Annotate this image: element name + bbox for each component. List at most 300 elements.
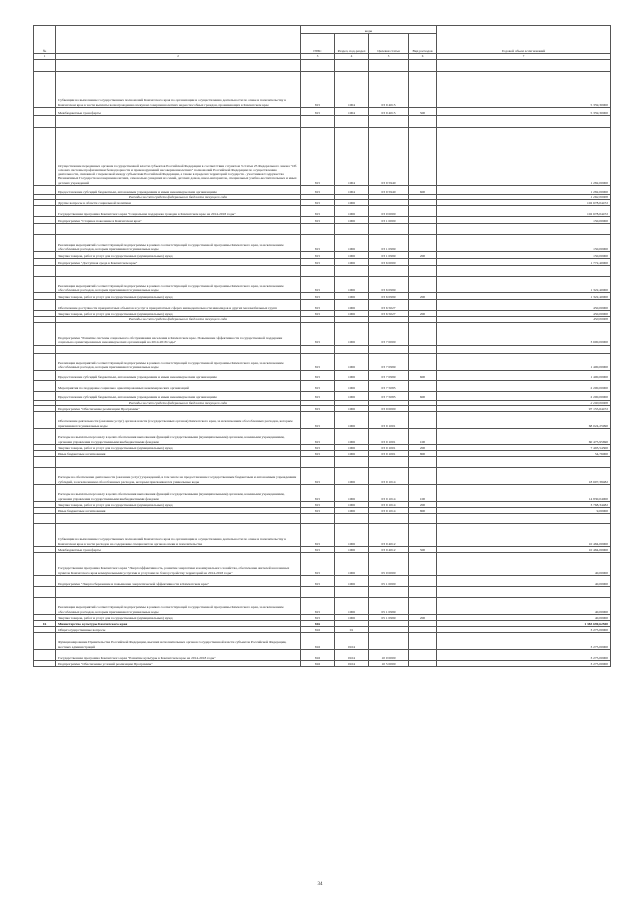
row-target-article: 03 7 0999 (369, 353, 409, 370)
row-amount: 3 275,00000 (437, 626, 611, 632)
header-codes: коды (301, 26, 437, 34)
row-amount: 2 200,00000 (437, 400, 611, 405)
row-expense-type (409, 575, 437, 586)
row-number (34, 252, 56, 259)
row-amount (437, 266, 611, 277)
row-grbs: 815 (301, 252, 335, 259)
table-row (34, 411, 611, 428)
row-razdel: 1006 (335, 507, 369, 513)
row-expense-type (409, 345, 437, 353)
row-expense-type: 200 (409, 311, 437, 317)
row-name: Субвенции на выполнение государственных полномочий Камчатского края по организации и осуществлению деятельности по опеке и попечительству в Камчатском крае в части расходов на содержание специалистов органов опеки и попечительства (56, 523, 301, 546)
row-expense-type: 200 (409, 293, 437, 300)
table-row (34, 266, 611, 277)
row-target-article: 03 6 0999 (369, 293, 409, 300)
row-target-article: 03 1 0000 (369, 217, 409, 224)
row-grbs: 815 (301, 428, 335, 444)
table-row (34, 252, 611, 259)
row-name: Министерство культуры Камчатского края (56, 620, 301, 626)
row-expense-type: 200 (409, 614, 437, 620)
row-name: Обеспечение доступности приоритетных объектов и услуг в приоритетных сферах жизнедеятельности инвалидов и других маломобильных групп (56, 300, 301, 311)
row-name (56, 224, 301, 235)
row-name: Расходы на выплаты персоналу в целях обеспечения выполнения функций государственными (муниципальными) органами, казенными учреждениями, органами управления государственными внебюджетными фондами (56, 484, 301, 501)
row-name: Закупка товаров, работ и услуг для государственных (муниципальных) нужд (56, 252, 301, 259)
row-number (34, 293, 56, 300)
row-razdel: 1006 (335, 252, 369, 259)
row-amount: 450,00000 (437, 311, 611, 317)
row-grbs: 815 (301, 293, 335, 300)
row-name: Государственная программа Камчатского края "Энергоэффективность, развитие энергетики и коммунального хозяйства, обеспечение жителей населенных пунктов Камчатского края коммунальными услугами и услугами по благоустройству территорий на 2014-2018 годы" (56, 552, 301, 575)
row-razdel (335, 513, 369, 523)
row-name: Подпрограмма "Доступная среда в Камчатском крае" (56, 259, 301, 266)
row-amount: 1 282,00000 (437, 195, 611, 200)
row-razdel: 1006 (335, 311, 369, 317)
table-row (34, 206, 611, 217)
row-amount: 60 475,95690 (437, 428, 611, 444)
row-number (34, 217, 56, 224)
row-amount: 9,00000 (437, 507, 611, 513)
row-expense-type (409, 632, 437, 649)
row-grbs: 815 (301, 277, 335, 293)
row-number (34, 380, 56, 391)
row-target-article: 03 9 1001 (369, 450, 409, 456)
row-name: Другие вопросы в области социальной политики (56, 200, 301, 206)
row-grbs: 815 (301, 546, 335, 552)
row-grbs: 815 (301, 300, 335, 311)
table-header (34, 26, 611, 60)
row-expense-type (409, 552, 437, 575)
row-expense-type (409, 660, 437, 666)
row-grbs: 816 (301, 626, 335, 632)
row-razdel: 1006 (335, 428, 369, 444)
row-number: 16 (34, 620, 56, 626)
column-number: 4 (335, 54, 369, 60)
row-target-article: 05 0 0000 (369, 552, 409, 575)
row-number (34, 259, 56, 266)
row-number (34, 513, 56, 523)
row-expense-type (409, 259, 437, 266)
row-amount: 1 383 690,62500 (437, 620, 611, 626)
row-number (34, 60, 56, 72)
row-target-article: 03 9 1001 (369, 444, 409, 450)
row-razdel: 0104 (335, 632, 369, 649)
row-name: Расходы за счет средств федерального бюджета текущего года (56, 400, 301, 405)
row-name: Закупка товаров, работ и услуг для государственных (муниципальных) нужд (56, 293, 301, 300)
row-expense-type (409, 649, 437, 660)
table-row (34, 632, 611, 649)
table-row (34, 322, 611, 345)
row-razdel (335, 60, 369, 72)
row-expense-type: 500 (409, 108, 437, 116)
row-number (34, 345, 56, 353)
row-expense-type (409, 60, 437, 72)
row-target-article (369, 116, 409, 128)
row-razdel: 1006 (335, 235, 369, 252)
row-number (34, 370, 56, 380)
table-row (34, 552, 611, 575)
row-amount (437, 345, 611, 353)
row-amount: 3 768,34482 (437, 501, 611, 507)
row-name: Субвенции на выполнение государственных полномочий Камчатского края по организации и осуществлению деятельности по опеке и попечительству в Камчатском крае в части выплаты вознаграждения опекунам совершеннолетних недееспособных граждан, проживающих в Камчатском крае (56, 72, 301, 108)
row-amount: 10 484,00000 (437, 523, 611, 546)
row-name: Реализация мероприятий соответствующей подпрограммы в рамках соответствующей государственной программы Камчатского края, за исключением обособленных расходов, которым присваиваются уникальные коды (56, 597, 301, 614)
row-razdel: 1006 (335, 353, 369, 370)
row-amount: 40,00000 (437, 614, 611, 620)
table-row (34, 523, 611, 546)
row-grbs: 815 (301, 235, 335, 252)
table-row (34, 428, 611, 444)
table-row (34, 456, 611, 467)
row-name: Обеспечение деятельности (оказание услуг) органов власти (государственных органов) Камчатского края, за исключением обособленных расходов, которым присваиваются уникальные коды (56, 411, 301, 428)
row-razdel: 1006 (335, 614, 369, 620)
row-grbs: 815 (301, 72, 335, 108)
column-number: 3 (301, 54, 335, 60)
row-expense-type (409, 467, 437, 484)
row-name: Расходы за счет средств федерального бюджета текущего года (56, 317, 301, 322)
row-razdel: 0104 (335, 660, 369, 666)
row-expense-type: 200 (409, 444, 437, 450)
row-expense-type (409, 206, 437, 217)
row-target-article: 03 6 5027 (369, 300, 409, 311)
row-amount: 3 600,00000 (437, 322, 611, 345)
row-razdel: 1006 (335, 217, 369, 224)
row-name: Закупка товаров, работ и услуг для государственных (муниципальных) нужд (56, 444, 301, 450)
row-name: Подпрограмма "Развитие системы социального обслуживания населения в Камчатском крае. Повышение эффективности государственной поддержки социально ориентированных некоммерческих организаций на 2014-2018 годы" (56, 322, 301, 345)
row-number (34, 128, 56, 186)
row-grbs: 815 (301, 322, 335, 345)
row-amount: 3 275,00000 (437, 660, 611, 666)
table-row (34, 217, 611, 224)
row-name: Подпрограмма "Старшее поколение в Камчатском крае" (56, 217, 301, 224)
table-row (34, 649, 611, 660)
row-target-article: 03 9 1014 (369, 501, 409, 507)
row-amount: 5 359,30000 (437, 108, 611, 116)
row-target-article: 03 7 0000 (369, 322, 409, 345)
row-razdel (335, 116, 369, 128)
row-target-article: 03 6 0999 (369, 277, 409, 293)
header-name (56, 26, 301, 54)
row-target-article (369, 224, 409, 235)
row-razdel: 1006 (335, 484, 369, 501)
row-grbs: 815 (301, 405, 335, 411)
row-grbs: 815 (301, 507, 335, 513)
row-razdel: 1006 (335, 259, 369, 266)
row-amount: 450,00000 (437, 300, 611, 311)
row-grbs: 815 (301, 450, 335, 456)
row-amount (437, 116, 611, 128)
table-row (34, 293, 611, 300)
table-body (34, 60, 611, 667)
row-grbs: 815 (301, 380, 335, 391)
table-row (34, 660, 611, 666)
row-grbs (301, 224, 335, 235)
row-amount: 40,00000 (437, 552, 611, 575)
row-target-article (369, 345, 409, 353)
row-name: Иные бюджетные ассигнования (56, 507, 301, 513)
row-amount: 7 493,54300 (437, 444, 611, 450)
row-amount: 10 484,00000 (437, 546, 611, 552)
row-expense-type: 100 (409, 484, 437, 501)
row-expense-type: 600 (409, 186, 437, 195)
row-target-article (369, 266, 409, 277)
row-target-article (369, 586, 409, 597)
row-amount: 3 275,00000 (437, 632, 611, 649)
table-row (34, 586, 611, 597)
row-name: Предоставление субсидий бюджетным, автономным учреждениям и иным некоммерческим организациям (56, 391, 301, 400)
header-grbs: ГРБС (301, 34, 335, 54)
row-grbs (301, 266, 335, 277)
table-row (34, 345, 611, 353)
row-razdel (335, 345, 369, 353)
row-name (56, 345, 301, 353)
row-grbs: 815 (301, 484, 335, 501)
row-grbs: 815 (301, 108, 335, 116)
row-grbs: 815 (301, 614, 335, 620)
row-expense-type: 100 (409, 428, 437, 444)
row-amount: 1 772,40000 (437, 259, 611, 266)
row-amount: 102 678,04472 (437, 206, 611, 217)
row-name (56, 116, 301, 128)
row-expense-type (409, 380, 437, 391)
row-amount: 150,00000 (437, 235, 611, 252)
row-target-article: 03 9 1001 (369, 411, 409, 428)
row-razdel: 1006 (335, 391, 369, 400)
row-target-article: 05 1 0999 (369, 614, 409, 620)
row-target-article: 03 9 1014 (369, 484, 409, 501)
row-amount: 18 607,38482 (437, 467, 611, 484)
row-name: Межбюджетные трансферты (56, 546, 301, 552)
table-row (34, 370, 611, 380)
row-name: Закупка товаров, работ и услуг для государственных (муниципальных) нужд (56, 614, 301, 620)
row-target-article: 03 0 0000 (369, 206, 409, 217)
row-grbs: 815 (301, 391, 335, 400)
row-target-article: 03 9 0000 (369, 405, 409, 411)
row-razdel: 1006 (335, 380, 369, 391)
row-number (34, 186, 56, 195)
row-amount: 68 024,25990 (437, 411, 611, 428)
row-amount: 5 359,30000 (437, 72, 611, 108)
table-row (34, 60, 611, 72)
row-amount: 1 322,40000 (437, 293, 611, 300)
row-razdel: 1006 (335, 293, 369, 300)
row-razdel: 1004 (335, 128, 369, 186)
column-number: 7 (437, 54, 611, 60)
column-number: 2 (56, 54, 301, 60)
row-number (34, 353, 56, 370)
row-target-article: 10 0 0000 (369, 649, 409, 660)
row-number (34, 552, 56, 575)
row-grbs: 815 (301, 200, 335, 206)
row-number (34, 649, 56, 660)
row-number (34, 206, 56, 217)
row-name (56, 586, 301, 597)
row-expense-type: 500 (409, 546, 437, 552)
table-row (34, 597, 611, 614)
row-target-article: 03 9 5940 (369, 186, 409, 195)
row-razdel: 1006 (335, 575, 369, 586)
table-row (34, 513, 611, 523)
row-target-article: 03 1 0999 (369, 235, 409, 252)
row-number (34, 266, 56, 277)
row-grbs: 815 (301, 575, 335, 586)
row-target-article: 03 7 5085 (369, 380, 409, 391)
row-name: Иные бюджетные ассигнования (56, 450, 301, 456)
row-grbs (301, 513, 335, 523)
row-number (34, 224, 56, 235)
table-row (34, 116, 611, 128)
row-grbs: 815 (301, 128, 335, 186)
table-row (34, 380, 611, 391)
row-name (56, 60, 301, 72)
row-target-article (369, 513, 409, 523)
row-razdel: 1004 (335, 108, 369, 116)
row-amount: 14 830,04000 (437, 484, 611, 501)
row-grbs (301, 60, 335, 72)
row-grbs: 815 (301, 311, 335, 317)
row-target-article: 03 9 4015 (369, 108, 409, 116)
header-vr: Вид расходов (409, 34, 437, 54)
row-name: Государственная программа Камчатского края "Социальная поддержка граждан в Камчатском крае на 2014-2018 годы" (56, 206, 301, 217)
row-razdel: 1006 (335, 300, 369, 311)
row-grbs (301, 586, 335, 597)
row-grbs: 815 (301, 552, 335, 575)
row-expense-type (409, 322, 437, 345)
row-grbs: 815 (301, 217, 335, 224)
row-amount (437, 224, 611, 235)
table-row (34, 235, 611, 252)
row-amount: 54,76000 (437, 450, 611, 456)
row-expense-type (409, 456, 437, 467)
row-name: Закупка товаров, работ и услуг для государственных (муниципальных) нужд (56, 501, 301, 507)
table-row (34, 277, 611, 293)
row-amount (437, 586, 611, 597)
row-grbs: 815 (301, 501, 335, 507)
row-number (34, 300, 56, 311)
row-expense-type: 600 (409, 370, 437, 380)
row-razdel (335, 266, 369, 277)
row-expense-type (409, 300, 437, 311)
row-target-article: 03 9 1014 (369, 467, 409, 484)
row-number (34, 116, 56, 128)
row-expense-type (409, 586, 437, 597)
row-grbs (301, 116, 335, 128)
table-row (34, 391, 611, 400)
row-target-article: 03 9 4015 (369, 72, 409, 108)
row-razdel: 1006 (335, 552, 369, 575)
row-target-article: 03 9 4012 (369, 523, 409, 546)
column-number: 1 (34, 54, 56, 60)
row-expense-type (409, 116, 437, 128)
row-razdel: 1006 (335, 444, 369, 450)
row-razdel: 1006 (335, 597, 369, 614)
row-target-article: 03 1 0999 (369, 252, 409, 259)
row-number (34, 632, 56, 649)
row-name: Реализация мероприятий соответствующей подпрограммы в рамках соответствующей государственной программы Камчатского края, за исключением обособленных расходов, которым присваиваются уникальные коды (56, 235, 301, 252)
row-amount: 97 155,64472 (437, 405, 611, 411)
row-expense-type: 800 (409, 450, 437, 456)
row-amount: 450,00000 (437, 317, 611, 322)
table-row (34, 72, 611, 108)
row-grbs: 816 (301, 632, 335, 649)
row-razdel: 1006 (335, 546, 369, 552)
row-grbs: 815 (301, 444, 335, 450)
row-razdel: 1006 (335, 206, 369, 217)
row-razdel (335, 224, 369, 235)
row-number (34, 277, 56, 293)
row-razdel: 1006 (335, 405, 369, 411)
row-number (34, 411, 56, 428)
row-name: Подпрограмма "Обеспечение реализации Программы" (56, 405, 301, 411)
row-amount (437, 60, 611, 72)
row-target-article: 05 1 0999 (369, 597, 409, 614)
row-number (34, 523, 56, 546)
table-row (34, 108, 611, 116)
row-target-article: 05 1 0000 (369, 575, 409, 586)
row-number (34, 456, 56, 467)
row-number (34, 484, 56, 501)
row-razdel: 1006 (335, 200, 369, 206)
row-expense-type (409, 411, 437, 428)
row-name (56, 513, 301, 523)
row-amount: 2 200,00000 (437, 380, 611, 391)
row-razdel: 1006 (335, 411, 369, 428)
row-amount: 1 282,00000 (437, 128, 611, 186)
row-grbs: 815 (301, 186, 335, 195)
row-name: Подпрограмма "Обеспечение условий реализации Программы" (56, 660, 301, 666)
row-expense-type: 200 (409, 252, 437, 259)
row-target-article: 03 7 5085 (369, 391, 409, 400)
row-expense-type (409, 266, 437, 277)
row-amount: 40,00000 (437, 597, 611, 614)
row-grbs: 815 (301, 206, 335, 217)
row-expense-type: 200 (409, 501, 437, 507)
row-razdel: 1006 (335, 370, 369, 380)
row-razdel: 1006 (335, 467, 369, 484)
row-name: Предоставление субсидий бюджетным, автономным учреждениям и иным некоммерческим организациям (56, 370, 301, 380)
row-target-article (369, 632, 409, 649)
row-number (34, 428, 56, 444)
table-row (34, 575, 611, 586)
row-grbs: 815 (301, 467, 335, 484)
row-amount (437, 513, 611, 523)
row-number (34, 322, 56, 345)
row-number (34, 235, 56, 252)
row-target-article: 03 7 0999 (369, 370, 409, 380)
row-target-article: 03 9 1014 (369, 507, 409, 513)
row-number (34, 108, 56, 116)
header-cs: Целевая статья (369, 34, 409, 54)
row-name: Общегосударственные вопросы (56, 626, 301, 632)
row-grbs: 816 (301, 620, 335, 626)
row-razdel: 0104 (335, 649, 369, 660)
row-expense-type (409, 523, 437, 546)
row-name (56, 266, 301, 277)
row-number (34, 586, 56, 597)
row-name: Расходы за счет средств федерального бюджета текущего года (56, 195, 301, 200)
row-expense-type (409, 224, 437, 235)
row-name: Межбюджетные трансферты (56, 108, 301, 116)
header-total: Годовой объем ассигнований (437, 26, 611, 54)
row-name: Расходы на обеспечение деятельности (оказание услуг) учреждений, в том числе на предоставление государственным бюджетным и автономным учреждениям субсидий, за исключением обособленных расходов, которым присваиваются уникальные коды (56, 467, 301, 484)
row-expense-type: 600 (409, 391, 437, 400)
row-grbs: 816 (301, 660, 335, 666)
row-expense-type (409, 72, 437, 108)
table-row (34, 186, 611, 195)
row-expense-type (409, 277, 437, 293)
row-name: Мероприятия по поддержке социально ориентированных некоммерческих организаций (56, 380, 301, 391)
row-amount: 1 400,00000 (437, 353, 611, 370)
table-row (34, 484, 611, 501)
